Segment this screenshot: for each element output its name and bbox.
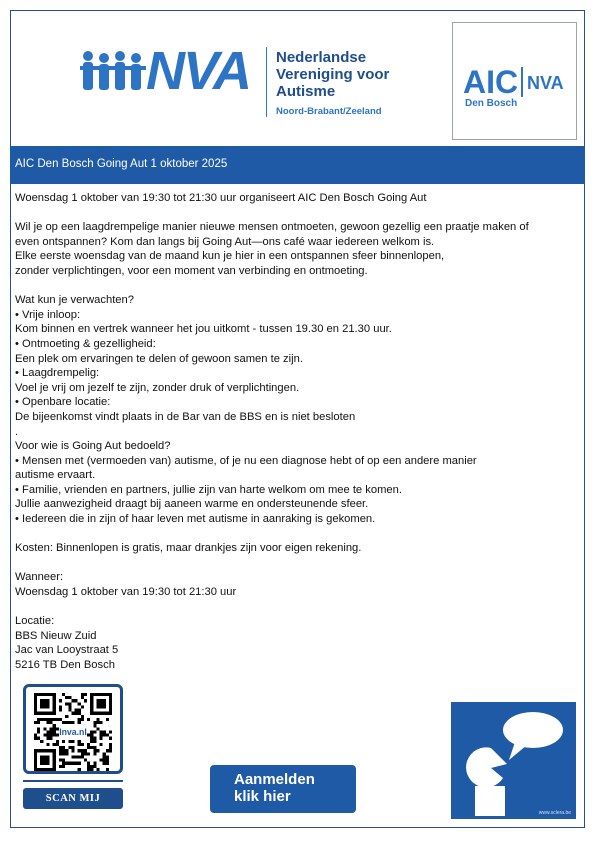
logo-divider xyxy=(266,47,267,117)
aic-logo xyxy=(463,61,573,101)
nva-region: Noord-Brabant/Zeeland xyxy=(276,106,382,117)
page-title: AIC Den Bosch Going Aut 1 oktober 2025 xyxy=(15,158,228,170)
nva-wordmark: NVA xyxy=(146,41,251,101)
aic-nva-wordmark: NVA xyxy=(527,73,564,93)
register-button-line1: Aanmelden xyxy=(234,771,315,788)
register-button-line2: klik hier xyxy=(234,788,291,805)
nva-name-line2: Vereniging voor xyxy=(276,66,390,83)
event-description: Woensdag 1 oktober van 19:30 tot 21:30 uur organiseert AIC Den Bosch Going Aut Wil je op een laagdrempelige manier nieuwe mensen ontmoeten, gewoon gezellig een praatje maken of even ontspannen? Kom dan langs bij Going Aut—ons café waar iedereen welkom is. Elke eerste woensdag van de maand kun je hier in een ontspannen sfeer binnenlopen, zonder verplichtingen, voor een moment van verbinding en ontmoeting. Wat kun je verwachten? • Vrije inloop: Kom binnen en vertrek wanneer het jou uitkomt - tussen 19.30 en 21.30 uur. • Ontmoeting & gezelligheid: Een plek om ervaringen te delen of gewoon samen te zijn. • Laagdrempelig: Voel je vrij om jezelf te zijn, zonder druk of verplichtingen. • Openbare locatie: De bijeenkomst vindt plaats in de Bar van de BBS en is niet besloten . Voor wie is Going Aut bedoeld? • Mensen met (vermoeden van) autisme, of je nu een diagnose hebt of op een andere manier autisme ervaart. • Familie, vrienden en partners, jullie zijn van harte welkom om mee te komen. Jullie aanwezigheid draagt bij aaneen warme en ondersteunende sfeer. • Iedereen die in zijn of haar leven met autisme in aanraking is gekomen. Kosten: Binnenlopen is gratis, maar drankjes zijn voor eigen rekening. Wanneer: Woensdag 1 oktober van 19:30 tot 21:30 uur Locatie: BBS Nieuw Zuid Jac van Looystraat 5 5216 TB Den Bosch xyxy=(15,192,529,671)
nva-name-line1: Nederlandse xyxy=(276,49,367,66)
nva-name-line3: Autisme xyxy=(276,83,336,100)
nva-name xyxy=(276,49,389,100)
talking-pictogram xyxy=(451,702,576,819)
pictogram-credit: www.sclera.be xyxy=(538,810,571,816)
qr-code-image xyxy=(34,693,112,771)
aic-wordmark: AIC xyxy=(463,64,519,100)
qr-code[interactable] xyxy=(23,684,123,774)
aic-logo-box xyxy=(452,22,577,140)
qr-center-label: Inva.nl xyxy=(59,726,87,737)
title-bar xyxy=(10,146,585,184)
scan-divider xyxy=(23,780,123,782)
aic-location: Den Bosch xyxy=(465,98,518,109)
register-button[interactable] xyxy=(210,765,356,813)
speech-person-icon xyxy=(451,702,576,819)
nva-logo xyxy=(80,41,260,101)
scan-label: SCAN MIJ xyxy=(23,788,123,809)
people-icon xyxy=(80,46,150,96)
